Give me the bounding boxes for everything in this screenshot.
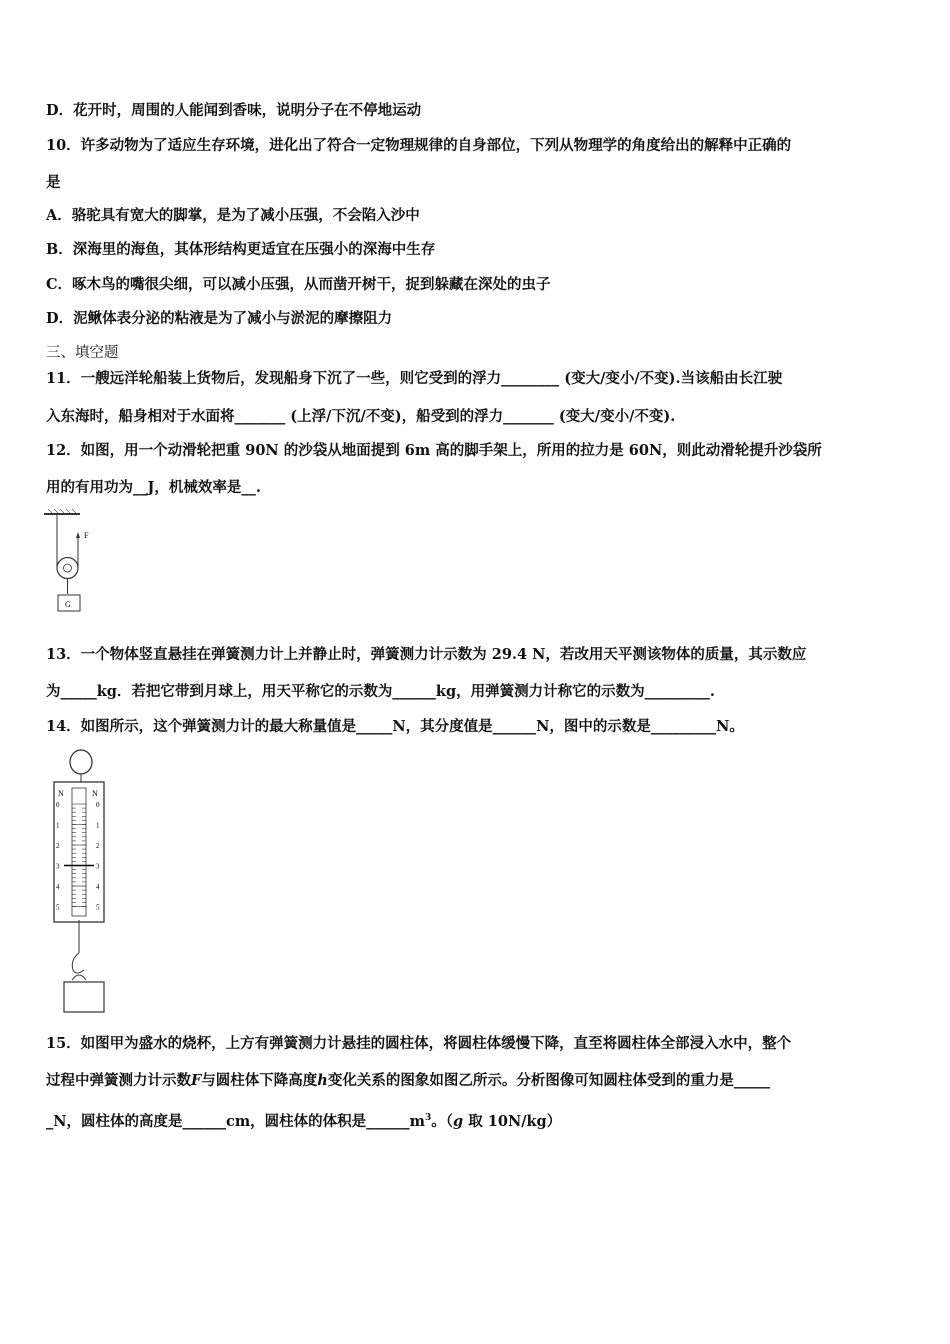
q11-line1: 11．一艘远洋轮船装上货物后，发现船身下沉了一些，则它受到的浮力________ (变大/变小/不变).当该船由长江驶 — [46, 370, 783, 387]
spring-scale-figure — [46, 748, 116, 1018]
q10-option-b: B．深海里的海鱼，其体形结构更适宜在压强小的深海中生存 — [46, 241, 436, 258]
scale-label-left: 3 — [56, 862, 60, 871]
q10-stem-line2: 是 — [46, 174, 61, 191]
q13-line2: 为_____kg．若把它带到月球上，用天平称它的示数为______kg，用弹簧测力计称它的示数为_________. — [46, 683, 715, 700]
svg-text:N: N — [58, 789, 64, 798]
q15-line3: _N，圆柱体的高度是______cm，圆柱体的体积是$\_\_\_\_\_\_m^3$。（g 取 10N/kg） — [46, 1112, 562, 1130]
q10-option-c: C．啄木鸟的嘴很尖细，可以减小压强，从而凿开树干，捉到躲藏在深处的虫子 — [46, 276, 551, 293]
scale-label-left: 4 — [56, 883, 60, 891]
q15-line1: 15．如图甲为盛水的烧杯，上方有弹簧测力计悬挂的圆柱体，将圆柱体缓慢下降，直至将圆柱体全部浸入水中，整个 — [46, 1035, 792, 1052]
q10-stem-line1: 10．许多动物为了适应生存环境，进化出了符合一定物理规律的自身部位，下列从物理学的角度给出的解释中正确的 — [46, 137, 792, 154]
q13-line1: 13．一个物体竖直悬挂在弹簧测力计上并静止时，弹簧测力计示数为 29.4 N，若改用天平测该物体的质量，其示数应 — [46, 646, 807, 663]
pulley-figure — [40, 508, 100, 620]
scale-label-right: 5 — [96, 903, 100, 912]
q12-line2: 用的有用功为__J，机械效率是__. — [46, 479, 261, 496]
scale-label-right: 2 — [96, 842, 100, 850]
q11-line2: 入东海时，船身相对于水面将_______ (上浮/下沉/不变)，船受到的浮力_______ (变大/变小/不变). — [46, 408, 676, 425]
q14-line: 14．如图所示，这个弹簧测力计的最大称量值是_____N，其分度值是______N，图中的示数是_________N。 — [46, 718, 744, 735]
scale-label-left: 1 — [56, 821, 60, 830]
scale-label-right: 3 — [96, 862, 100, 871]
section-fill-blank-heading: 三、填空题 — [46, 345, 119, 361]
svg-text:G: G — [65, 600, 71, 609]
q12-line1: 12．如图，用一个动滑轮把重 90N 的沙袋从地面提到 6m 高的脚手架上，所用的拉力是 60N，则此动滑轮提升沙袋所 — [46, 442, 822, 459]
scale-label-right: 0 — [96, 801, 100, 809]
scale-label-left: 2 — [56, 842, 60, 850]
svg-text:F: F — [84, 531, 89, 540]
q10-option-a: A．骆驼具有宽大的脚掌，是为了减小压强，不会陷入沙中 — [46, 207, 420, 224]
q9-option-d: D．花开时，周围的人能闻到香味，说明分子在不停地运动 — [46, 102, 422, 119]
svg-text:N: N — [92, 789, 98, 798]
scale-label-right: 1 — [96, 821, 100, 830]
scale-label-left: 5 — [56, 903, 60, 912]
q10-option-d: D．泥鳅体表分泌的粘液是为了减小与淤泥的摩擦阻力 — [46, 310, 393, 327]
q15-line2: 过程中弹簧测力计示数F与圆柱体下降高度h变化关系的图象如图乙所示。分析图像可知圆柱体受到的重力是_____ — [46, 1072, 771, 1089]
scale-label-right: 4 — [96, 883, 100, 891]
scale-label-left: 0 — [56, 801, 60, 809]
